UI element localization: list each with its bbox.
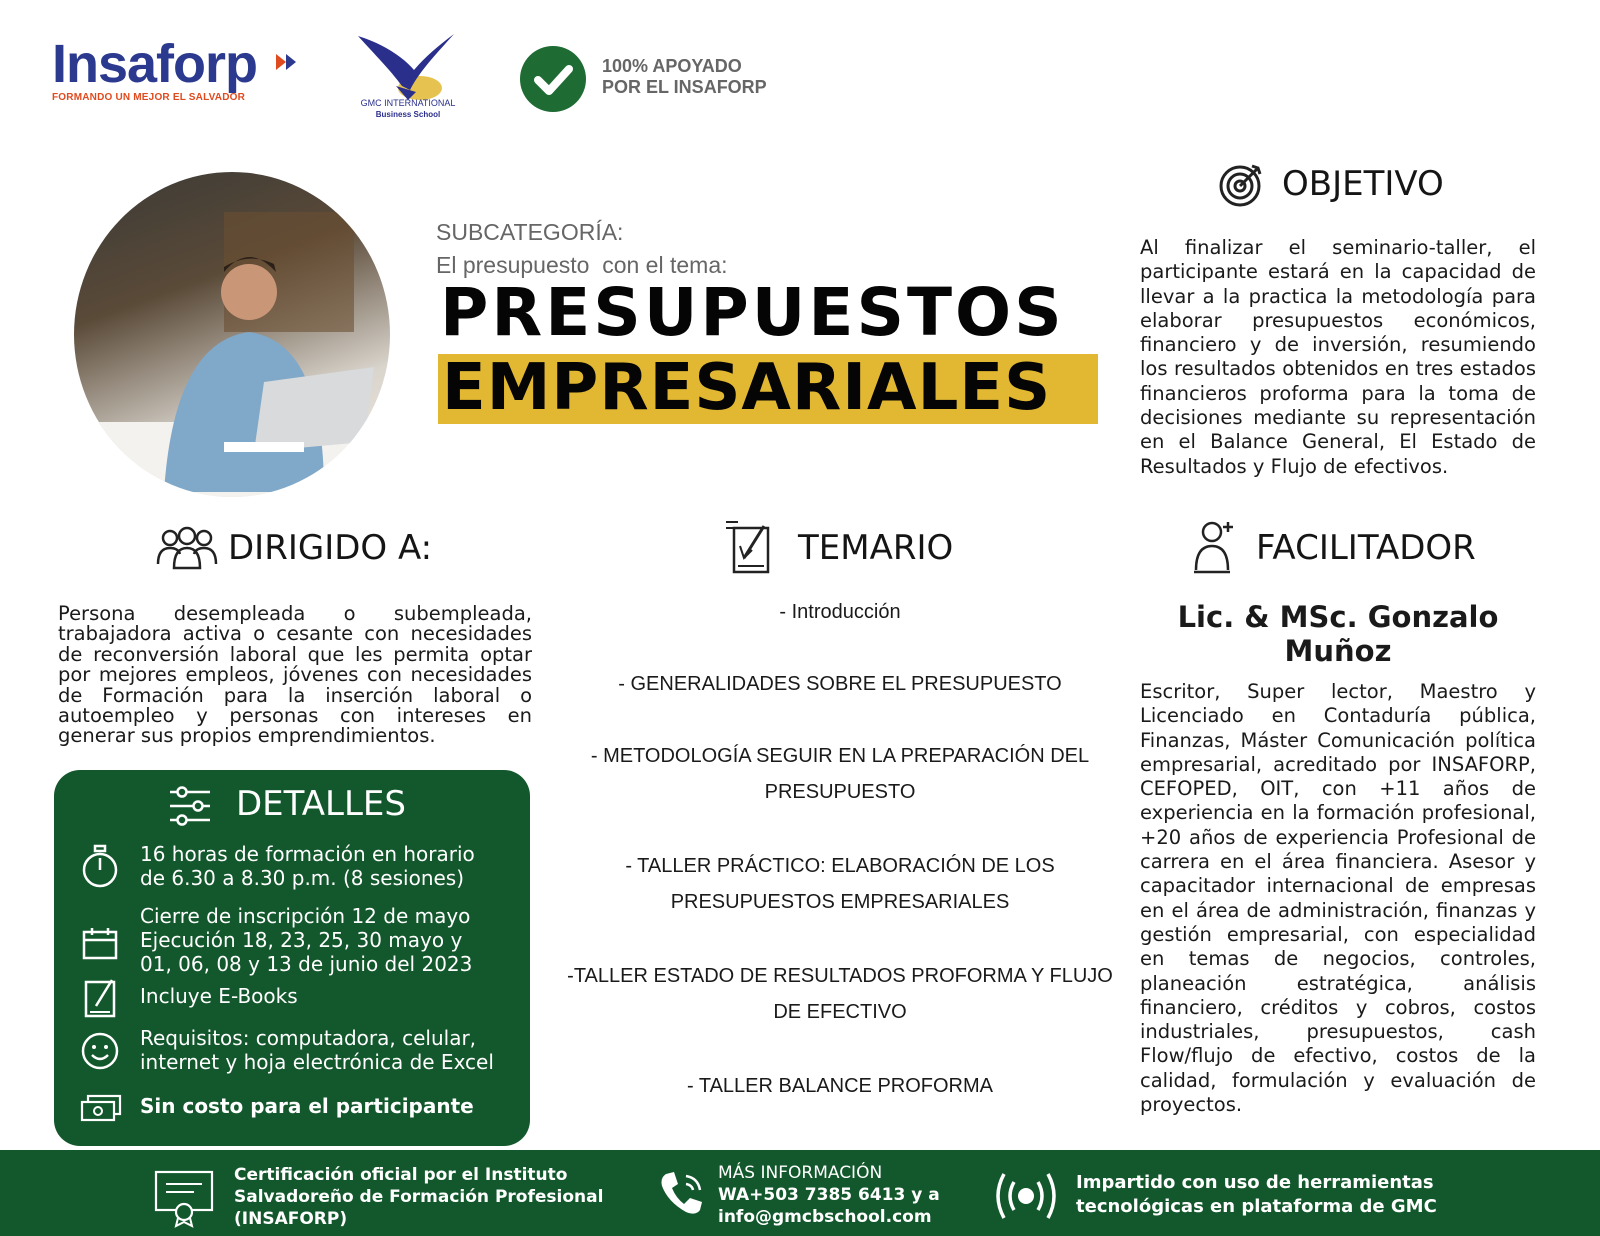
- gmc-subname: Business School: [375, 110, 441, 119]
- subcategory-block: [436, 216, 728, 282]
- footer-cert-3: (INSAFORP): [234, 1209, 348, 1229]
- apoyado-line-2: POR EL INSAFORP: [602, 77, 767, 97]
- dirigido-text: Persona desempleada o subempleada, trabajadora activa o cesante con necesidades de reconversión laboral que les permita optar por mejores empleos, jóvenes con necesidades de Formación para la inserción laboral o autoempleo y personas con intereses en generar sus propios emprendimientos.: [58, 602, 532, 748]
- temario-item: - TALLER BALANCE PROFORMA: [687, 1075, 993, 1097]
- detalle-requisitos-1: Requisitos: computadora, celular,: [140, 1026, 477, 1050]
- book-pencil-icon: [80, 976, 122, 1020]
- temario-item: - TALLER PRÁCTICO: ELABORACIÓN DE LOS PRESUPUESTOS EMPRESARIALES: [625, 855, 1055, 913]
- title-line-1: PRESUPUESTOS: [440, 274, 1065, 351]
- subcategory-label: SUBCATEGORÍA:: [436, 219, 624, 245]
- footer-cert-1: Certificación oficial por el Instituto: [234, 1165, 568, 1185]
- footer-cert-2: Salvadoreño de Formación Profesional: [234, 1187, 604, 1207]
- gmc-name: GMC INTERNATIONAL: [360, 98, 456, 108]
- broadcast-icon: [990, 1170, 1062, 1222]
- insaforp-logo-text: Insaforp: [52, 34, 258, 94]
- certificate-icon: [154, 1168, 216, 1228]
- footer-info-1: MÁS INFORMACIÓN: [718, 1163, 883, 1183]
- facilitador-name: Lic. & MSc. Gonzalo Muñoz: [1177, 600, 1499, 668]
- objetivo-heading: OBJETIVO: [1282, 164, 1444, 204]
- facilitator-photo: [74, 172, 390, 497]
- objetivo-text: Al finalizar el seminario-taller, el participante estará en la capacidad de llevar a la practica la metodología para elaborar presupuestos económicos, financiero y de inversión, resumiendo los resultados obtenidos en tres estados financieros proforma para la toma de decisiones mediante su representación en el Balance General, El Estado de Resultados y Flujo de efectivos.: [1140, 236, 1536, 478]
- temario-item: - Introducción: [779, 601, 901, 623]
- detalle-fechas-1: Cierre de inscripción 12 de mayo: [140, 904, 471, 928]
- people-group-icon: [156, 526, 218, 570]
- detalle-fechas-2: Ejecución 18, 23, 25, 30 mayo y: [140, 928, 463, 952]
- apoyado-line-1: 100% APOYADO: [602, 56, 742, 76]
- facilitador-heading: FACILITADOR: [1256, 528, 1476, 568]
- check-badge-icon: [520, 46, 586, 112]
- smiley-icon: [80, 1030, 122, 1072]
- detalle-requisitos-2: internet y hoja electrónica de Excel: [140, 1050, 494, 1074]
- footer-info-3[interactable]: info@gmcbschool.com: [718, 1207, 932, 1227]
- notebook-pencil-icon: [724, 518, 776, 576]
- calendar-icon: [80, 926, 122, 962]
- money-icon: [80, 1094, 124, 1122]
- dirigido-heading: DIRIGIDO A:: [228, 528, 433, 568]
- title-line-2: EMPRESARIALES: [442, 351, 1052, 425]
- subcategory-value: El presupuesto con el tema:: [436, 252, 728, 278]
- detalle-horas-2: de 6.30 a 8.30 p.m. (8 sesiones): [140, 866, 465, 890]
- person-add-icon: [1192, 520, 1238, 578]
- sliders-icon: [168, 786, 212, 826]
- footer-tech-1: Impartido con uso de herramientas: [1076, 1172, 1434, 1193]
- target-icon: [1218, 162, 1264, 208]
- detalle-ebooks: Incluye E-Books: [140, 984, 298, 1008]
- facilitador-bio: Escritor, Super lector, Maestro y Licenciado en Contaduría pública, Finanzas, Máster Comunicación política empresarial, acreditado por INSAFORP, CEFOPED, OIT, con +11 años de experiencia en la formación profesional, +20 años de experiencia Profesional de carrera en el área financiera. Asesor y capacitador internacional de empresas en el área de administración, finanzas y gestión empresarial, con especialidad en temas de negocios, controles, planeación estratégica, análisis financiero, créditos y cobros, costos industriales, presupuestos, cash Flow/flujo de efectivo, costos de la calidad, formulación y evaluación de proyectos.: [1140, 680, 1536, 1117]
- insaforp-tagline: FORMANDO UN MEJOR EL SALVADOR: [52, 92, 246, 103]
- temario-heading: TEMARIO: [798, 528, 954, 568]
- temario-item: - GENERALIDADES SOBRE EL PRESUPUESTO: [618, 673, 1062, 695]
- gmc-eagle-logo: [350, 30, 465, 122]
- apoyado-badge-text: [602, 56, 802, 98]
- phone-icon: [656, 1168, 708, 1220]
- insaforp-arrow-icon: [274, 50, 298, 74]
- detalle-costo: Sin costo para el participante: [140, 1094, 474, 1118]
- footer-tech-2: tecnológicas en plataforma de GMC: [1076, 1196, 1437, 1217]
- stopwatch-icon: [80, 844, 122, 890]
- temario-item: -TALLER ESTADO DE RESULTADOS PROFORMA Y FLUJO DE EFECTIVO: [567, 965, 1113, 1023]
- footer-info-2: WA+503 7385 6413 y a: [718, 1185, 940, 1205]
- temario-item: - METODOLOGÍA SEGUIR EN LA PREPARACIÓN DEL PRESUPUESTO: [590, 745, 1090, 803]
- detalle-horas-1: 16 horas de formación en horario: [140, 842, 475, 866]
- detalles-heading: DETALLES: [236, 784, 406, 824]
- detalle-fechas-3: 01, 06, 08 y 13 de junio del 2023: [140, 952, 473, 976]
